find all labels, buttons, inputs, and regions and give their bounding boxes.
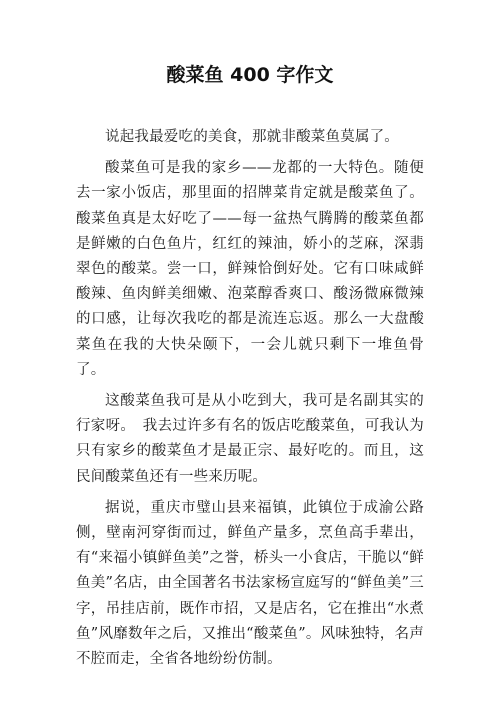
paragraph-4: 据说，重庆市璧山县来福镇，此镇位于成渝公路侧，壁南河穿街而过，鲜鱼产量多，烹鱼高手辈出，有“来福小镇鲜鱼美”之誉，桥头一小食店，干脆以“鲜鱼美”名店，由全国著名书法家杨宣庭写的“鲜鱼美”三字，吊挂店前，既作市招，又是店名，它在推出“水煮鱼”风靡数年之后，又推出“酸菜鱼”。风味独特，名声不腔而走，全省各地纷纷仿制。 — [76, 499, 424, 668]
paragraph-1: 说起我最爱吃的美食，那就非酸菜鱼莫属了。 — [105, 129, 399, 145]
paragraph-3: 这酸菜鱼我可是从小吃到大，我可是名副其实的行家呀。 我去过许多有名的饭店吃酸菜鱼，可我认为只有家乡的酸菜鱼才是最正宗、最好吃的。而且，这民间酸菜鱼还有一些来历呢。 — [76, 393, 424, 485]
document-title: 酸菜鱼 400 字作文 — [166, 64, 334, 86]
paragraph-2: 酸菜鱼可是我的家乡——龙都的一大特色。随便去一家小饭店，那里面的招牌菜肯定就是酸菜鱼了。酸菜鱼真是太好吃了——每一盆热气腾腾的酸菜鱼都是鲜嫩的白色鱼片，红红的辣油，娇小的芝麻，深翡翠色的酸菜。尝一口，鲜辣恰倒好处。它有口味咸鲜酸辣、鱼肉鲜美细嫩、泡菜醇香爽口、酸汤微麻微辣的口感，让每次我吃的都是流连忘返。那么一大盘酸菜鱼在我的大快朵颐下，一会儿就只剩下一堆鱼骨了。 — [76, 160, 424, 378]
